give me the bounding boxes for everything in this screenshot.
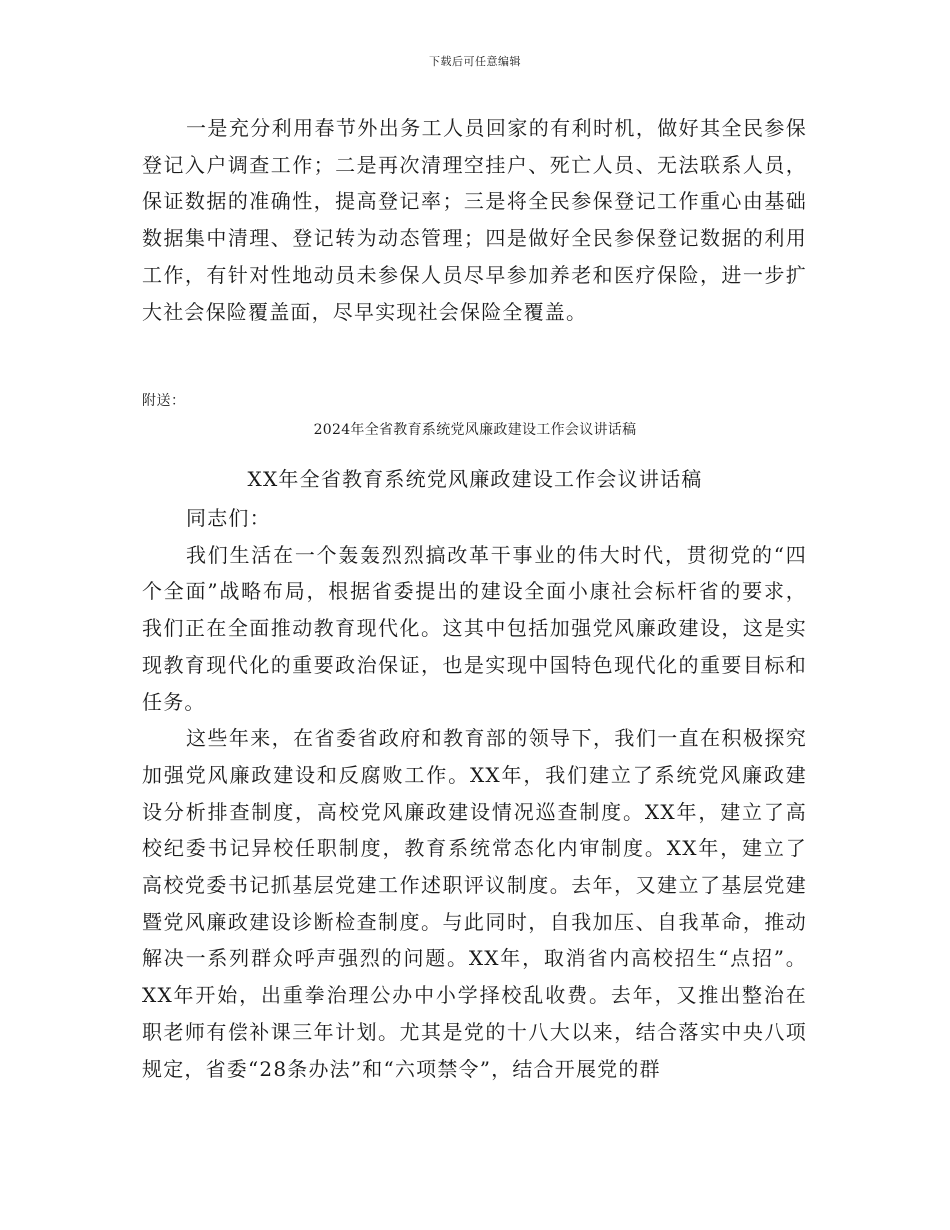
page-header-note: 下载后可任意编辑 [429,55,521,68]
speech-paragraph-2: 这些年来，在省委省政府和教育部的领导下，我们一直在积极探究加强党风廉政建设和反腐败工作。XX年，我们建立了系统党风廉政建设分析排查制度，高校党风廉政建设情况巡查制度。XX年，建立了高校纪委书记异校任职制度，教育系统常态化内审制度。XX年，建立了高校党委书记抓基层党建工作述职评议制度。去年，又建立了基层党建暨党风廉政建设诊断检查制度。与此同时，自我加压、自我革命，推动解决一系列群众呼声强烈的问题。XX年，取消省内高校招生“点招”。XX年开始，出重拳治理公办中小学择校乱收费。去年，又推出整治在职老师有偿补课三年计划。尤其是党的十八大以来，结合落实中央八项规定，省委“28条办法”和“六项禁令”，结合开展党的群 [142,726,807,1081]
appendix-label: 附送： [142,393,186,409]
paragraph-insurance-registration: 一是充分利用春节外出务工人员回家的有利时机，做好其全民参保登记入户调查工作；二是再次清理空挂户、死亡人员、无法联系人员，保证数据的准确性，提高登记率；三是将全民参保登记工作重心由基础数据集中清理、登记转为动态管理；四是做好全民参保登记数据的利用工作，有针对性地动员未参保人员尽早参加养老和医疗保险，进一步扩大社会保险覆盖面，尽早实现社会保险全覆盖。 [142,116,807,324]
appendix-title: 2024年全省教育系统党风廉政建设工作会议讲话稿 [313,422,637,438]
speech-title: XX年全省教育系统党风廉政建设工作会议讲话稿 [247,467,703,491]
speech-paragraph-1: 我们生活在一个轰轰烈烈搞改革干事业的伟大时代，贯彻党的“四个全面”战略布局，根据省委提出的建设全面小康社会标杆省的要求，我们正在全面推动教育现代化。这其中包括加强党风廉政建设，这是实现教育现代化的重要政治保证，也是实现中国特色现代化的重要目标和任务。 [142,542,807,714]
section-1-body [142,110,807,330]
speech-body [142,500,807,1087]
speech-salutation: 同志们： [186,506,271,530]
